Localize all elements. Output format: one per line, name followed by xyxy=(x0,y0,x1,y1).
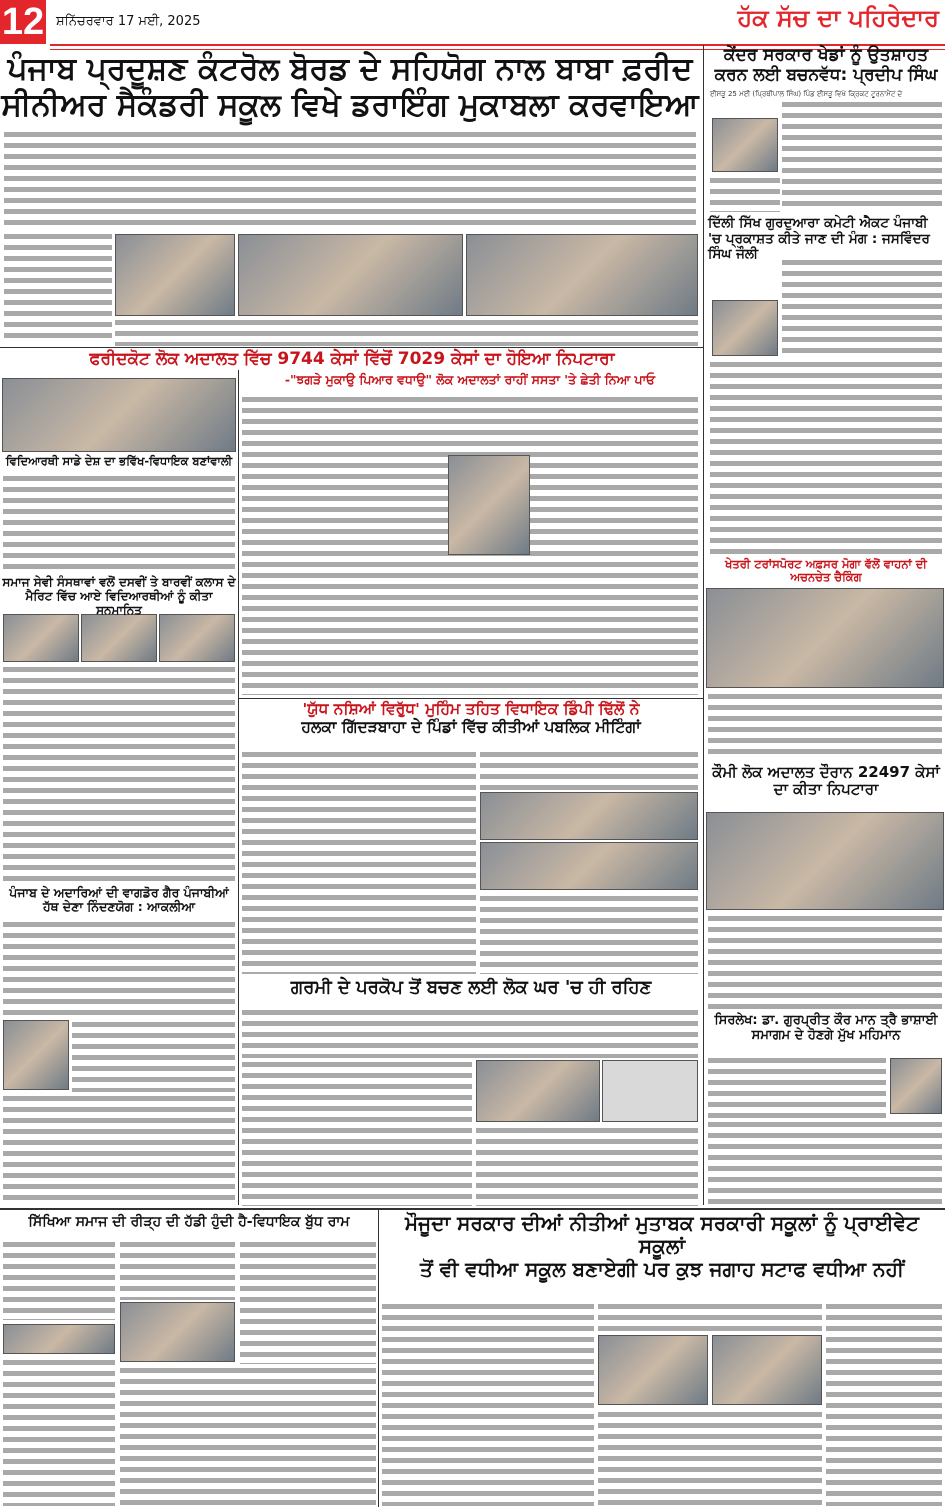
drugs-headline-line-1: 'ਯੁੱਧ ਨਸ਼ਿਆਂ ਵਿਰੁੱਧ' ਮੁਹਿੰਮ ਤਹਿਤ ਵਿਧਾਇਕ ਡਿੰਪੀ ਢਿੱਲੋਂ ਨੇ xyxy=(302,700,640,718)
main-article-body-col xyxy=(4,232,112,344)
portrait-photo xyxy=(448,455,530,555)
divider xyxy=(0,347,703,348)
akalia-body xyxy=(3,1094,235,1206)
guest-headline: ਸਿਰਲੇਖ: ਡਾ. ਗੁਰਪ੍ਰੀਤ ਕੌਰ ਮਾਨ ਤ੍ਰੈ ਭਾਸ਼ਾਈ ਸਮਾਗਮ ਦੇ ਹੋਣਗੇ ਮੁੱਖ ਮਹਿਮਾਨ xyxy=(714,1013,938,1043)
delhi-body xyxy=(710,360,942,556)
guest-body xyxy=(708,1120,942,1206)
portrait-photo xyxy=(712,300,778,356)
column-divider xyxy=(238,370,239,1205)
main-headline-line-2: ਸੀਨੀਅਰ ਸੈਕੰਡਰੀ ਸਕੂਲ ਵਿਖੇ ਡਰਾਇੰਗ ਮੁਕਾਬਲਾ ਕਰਵਾਇਆ xyxy=(1,86,699,123)
schools-body xyxy=(382,1302,594,1506)
schools-body xyxy=(598,1302,822,1332)
national-adalat-headline: ਕੌਮੀ ਲੋਕ ਅਦਾਲਤ ਦੌਰਾਨ 22497 ਕੇਸਾਂ ਦਾ ਕੀਤਾ ਨਿਪਟਾਰਾ xyxy=(712,763,940,799)
photo xyxy=(598,1335,708,1405)
education-body xyxy=(120,1240,235,1300)
delhi-body xyxy=(782,258,942,358)
lok-adalat-headline: ਫਰੀਦਕੋਟ ਲੋਕ ਅਦਾਲਤ ਵਿੱਚ 9744 ਕੇਸਾਂ ਵਿੱਚੋਂ 7029 ਕੇਸਾਂ ਦਾ ਹੋਇਆ ਨਿਪਟਾਰਾ xyxy=(89,349,615,369)
sports-body xyxy=(782,100,942,212)
column-divider xyxy=(703,45,704,1205)
education-body xyxy=(240,1240,376,1364)
schools-headline-line-2: ਤੋਂ ਵੀ ਵਧੀਆ ਸਕੂਲ ਬਣਾਏਗੀ ਪਰ ਕੁਝ ਜਗਾਹ ਸਟਾਫ ਵਧੀਆ ਨਹੀਂ xyxy=(420,1257,904,1281)
akalia-headline: ਪੰਜਾਬ ਦੇ ਅਦਾਰਿਆਂ ਦੀ ਵਾਗਡੋਰ ਗੈਰ ਪੰਜਾਬੀਆਂ ਹੱਥ ਦੇਣਾ ਨਿੰਦਣਯੋਗ : ਆਕਲੀਆ xyxy=(9,885,229,915)
transport-body xyxy=(708,692,942,760)
students-body xyxy=(3,474,235,572)
education-body xyxy=(3,1358,115,1506)
drugs-headline-line-2: ਹਲਕਾ ਗਿੱਦੜਬਾਹਾ ਦੇ ਪਿੰਡਾਂ ਵਿੱਚ ਕੀਤੀਆਂ ਪਬਲਿਕ ਮੀਟਿੰਗਾਂ xyxy=(301,717,641,736)
education-body xyxy=(120,1366,376,1506)
issue-date: ਸ਼ਨਿੱਚਰਵਾਰ 17 ਮਈ, 2025 xyxy=(56,14,201,29)
divider xyxy=(0,1208,945,1210)
schools-body xyxy=(598,1410,822,1506)
guest-body xyxy=(708,1056,886,1118)
heat-body xyxy=(242,1008,698,1058)
akalia-body xyxy=(72,1020,235,1092)
doctor-photo xyxy=(476,1060,600,1122)
merit-body xyxy=(3,665,235,883)
drugs-body xyxy=(242,750,476,974)
photo xyxy=(712,1335,822,1405)
photo xyxy=(466,234,698,316)
sports-headline: ਕੇਂਦਰ ਸਰਕਾਰ ਖੇਡਾਂ ਨੂੰ ਉਤਸ਼ਾਹਤ ਕਰਨ ਲਈ ਬਚਨਵੱਧ: ਪ੍ਰਦੀਪ ਸਿੰਘ xyxy=(714,45,938,85)
education-headline: ਸਿੱਖਿਆ ਸਮਾਜ ਦੀ ਰੀੜ੍ਹ ਦੀ ਹੱਡੀ ਹੁੰਦੀ ਹੈ-ਵਿਧਾਇਕ ਬੁੱਧ ਰਾਮ xyxy=(28,1214,350,1230)
bird-photo xyxy=(602,1060,698,1122)
divider xyxy=(239,698,703,699)
photo xyxy=(115,234,235,316)
transport-headline: ਖੇਤਰੀ ਟਰਾਂਸਪੋਰਟ ਅਫ਼ਸਰ ਮੋਗਾ ਵੱਲੋਂ ਵਾਹਨਾਂ ਦੀ ਅਚਨਚੇਤ ਚੈਕਿੰਗ xyxy=(725,557,927,585)
portrait-photo xyxy=(890,1058,942,1114)
lok-adalat-subhead: -"ਝਗੜੇ ਮੁਕਾਉ ਪਿਆਰ ਵਧਾਉ" ਲੋਕ ਅਦਾਲਤਾਂ ਰਾਹੀਂ ਸਸਤਾ 'ਤੇ ਛੇਤੀ ਨਿਆ ਪਾਓ xyxy=(284,372,656,387)
drugs-body xyxy=(480,894,698,974)
photo xyxy=(238,234,463,316)
drugs-headline xyxy=(240,701,702,737)
photo xyxy=(480,842,698,890)
main-headline-line-1: ਪੰਜਾਬ ਪ੍ਰਦੂਸ਼ਣ ਕੰਟਰੋਲ ਬੋਰਡ ਦੇ ਸਹਿਯੋਗ ਨਾਲ ਬਾਬਾ ਫ਼ਰੀਦ xyxy=(7,51,693,87)
newspaper-logo: ਹੱਕ ਸੱਚ ਦਾ ਪਹਿਰੇਦਾਰ xyxy=(737,4,939,32)
photo xyxy=(706,588,944,688)
delhi-headline: ਦਿੱਲੀ ਸਿੱਖ ਗੁਰਦੁਆਰਾ ਕਮੇਟੀ ਐਕਟ ਪੰਜਾਬੀ 'ਚ ਪ੍ਰਕਾਸ਼ਤ ਕੀਤੇ ਜਾਣ ਦੀ ਮੰਗ : ਜਸਵਿੰਦਰ ਸਿੰਘ ਜੌਲੀ xyxy=(708,215,930,263)
sports-lead: ਈਸੜੂ 25 ਮਈ (ਪ੍ਰਿਥੀਪਾਲ ਸਿੰਘ) ਪਿੰਡ ਈਸੜੂ ਵਿਖੇ ਕ੍ਰਿਕਟ ਟੂਰਨਾਮੈਂਟ ਦੇ xyxy=(710,90,903,98)
photo xyxy=(159,614,235,662)
schools-headline-line-1: ਮੌਜੂਦਾ ਸਰਕਾਰ ਦੀਆਂ ਨੀਤੀਆਂ ਮੁਤਾਬਕ ਸਰਕਾਰੀ ਸਕੂਲਾਂ ਨੂੰ ਪ੍ਰਾਈਵੇਟ ਸਕੂਲਾਂ xyxy=(405,1211,919,1258)
photo xyxy=(2,378,236,452)
sports-body xyxy=(710,176,780,212)
main-headline xyxy=(0,52,700,123)
photo xyxy=(81,614,157,662)
education-body xyxy=(3,1240,115,1320)
portrait-photo xyxy=(712,118,778,172)
heat-body xyxy=(476,1126,698,1206)
portrait-photo xyxy=(3,1020,69,1090)
merit-headline: ਸਮਾਜ ਸੇਵੀ ਸੰਸਥਾਵਾਂ ਵਲੋਂ ਦਸਵੀਂ ਤੇ ਬਾਰਵੀਂ ਕਲਾਸ ਦੇ ਮੈਰਿਟ ਵਿੱਚ ਆਏ ਵਿਦਿਆਰਥੀਆਂ ਨੂੰ ਕੀਤਾ ਸਨਮਾਨਿਤ xyxy=(2,575,236,617)
photo-caption-text xyxy=(115,318,698,346)
column-divider xyxy=(378,1210,379,1507)
national-adalat-body xyxy=(708,914,942,1010)
schools-body xyxy=(826,1302,942,1506)
page-number: 12 xyxy=(1,1,45,43)
drugs-body xyxy=(480,750,698,790)
photo xyxy=(706,812,944,910)
photo xyxy=(3,1324,115,1354)
photo xyxy=(3,614,79,662)
main-article-body xyxy=(4,130,696,230)
schools-headline xyxy=(380,1212,944,1281)
photo xyxy=(120,1302,235,1362)
heat-body xyxy=(242,1060,472,1206)
heat-headline: ਗਰਮੀ ਦੇ ਪਰਕੋਪ ਤੋਂ ਬਚਣ ਲਈ ਲੋਕ ਘਰ 'ਚ ਹੀ ਰਹਿਣ xyxy=(290,977,652,998)
students-headline: ਵਿਦਿਆਰਥੀ ਸਾਡੇ ਦੇਸ਼ ਦਾ ਭਵਿੱਖ-ਵਿਧਾਇਕ ਬਣਾਂਵਾਲੀ xyxy=(5,454,233,468)
akalia-body xyxy=(3,920,235,1018)
photo xyxy=(480,792,698,840)
